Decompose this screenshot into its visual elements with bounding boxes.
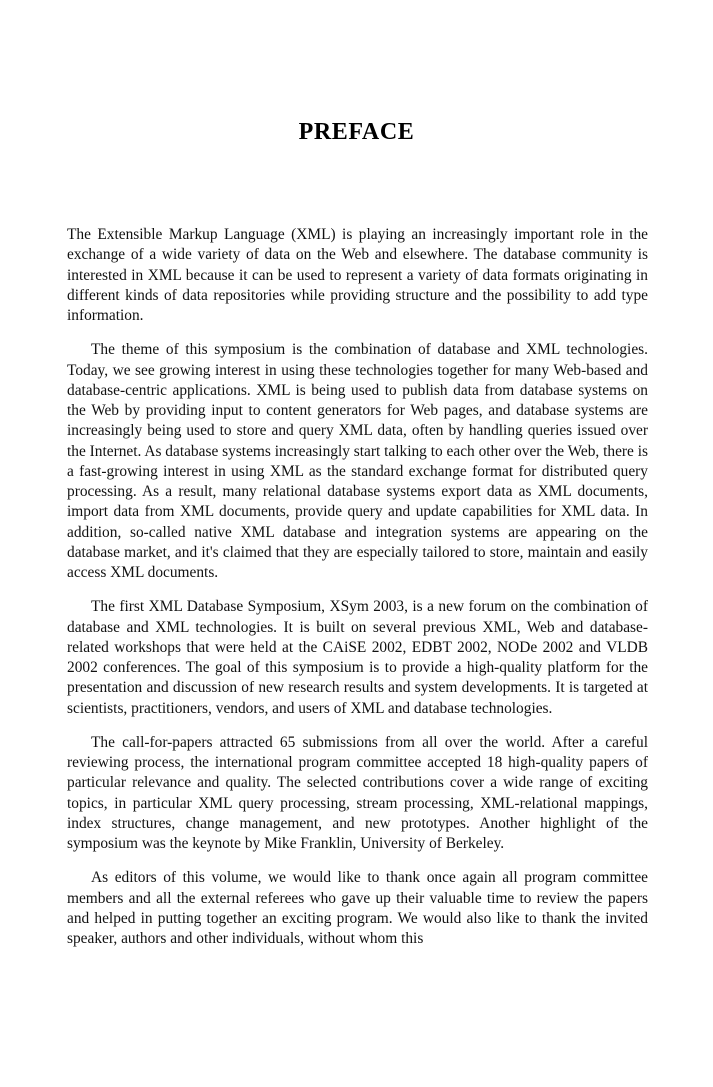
paragraph-1: The Extensible Markup Language (XML) is playing an increasingly important role in the exchange of a wide variety of data on the Web and elsewhere. The database community is interested in XML because it can be used to represent a variety of data formats originating in different kinds of data repositories while providing structure and the possibility to add type information.: [67, 226, 648, 324]
paragraph-5: As editors of this volume, we would like to thank once again all program committee members and all the external referees who gave up their valuable time to review the papers and helped in putting together an exciting program. We would also like to thank the invited speaker, authors and other individuals, without whom this: [67, 869, 648, 947]
paragraph-3: The first XML Database Symposium, XSym 2003, is a new forum on the combination of database and XML technologies. It is built on several previous XML, Web and database-related workshops that were held at the CAiSE 2002, EDBT 2002, NODe 2002 and VLDB 2002 conferences. The goal of this symposium is to provide a high-quality platform for the presentation and discussion of new research results and system developments. It is targeted at scientists, practitioners, vendors, and users of XML and database technologies.: [67, 598, 648, 717]
paragraph-2: The theme of this symposium is the combination of database and XML technologies. Today, we see growing interest in using these technologies together for many Web-based and database-centric applications. XML is being used to publish data from database systems on the Web by providing input to content generators for Web pages, and database systems are increasingly being used to store and query XML data, often by handling queries issued over the Internet. As database systems increasingly start talking to each other over the Web, there is a fast-growing interest in using XML as the standard exchange format for distributed query processing. As a result, many relational database systems export data as XML documents, import data from XML documents, provide query and update capabilities for XML data. In addition, so-called native XML database and integration systems are appearing on the database market, and it's claimed that they are especially tailored to store, maintain and easily access XML documents.: [67, 341, 649, 581]
paragraph-4: The call-for-papers attracted 65 submissions from all over the world. After a careful reviewing process, the international program committee accepted 18 high-quality papers of particular relevance and quality. The selected contributions cover a wide range of exciting topics, in particular XML query processing, stream processing, XML-relational mappings, index structures, change management, and new prototypes. Another highlight of the symposium was the keynote by Mike Franklin, University of Berkeley.: [67, 733, 648, 852]
preface-body: [67, 225, 648, 949]
page-title: PREFACE: [298, 119, 415, 146]
